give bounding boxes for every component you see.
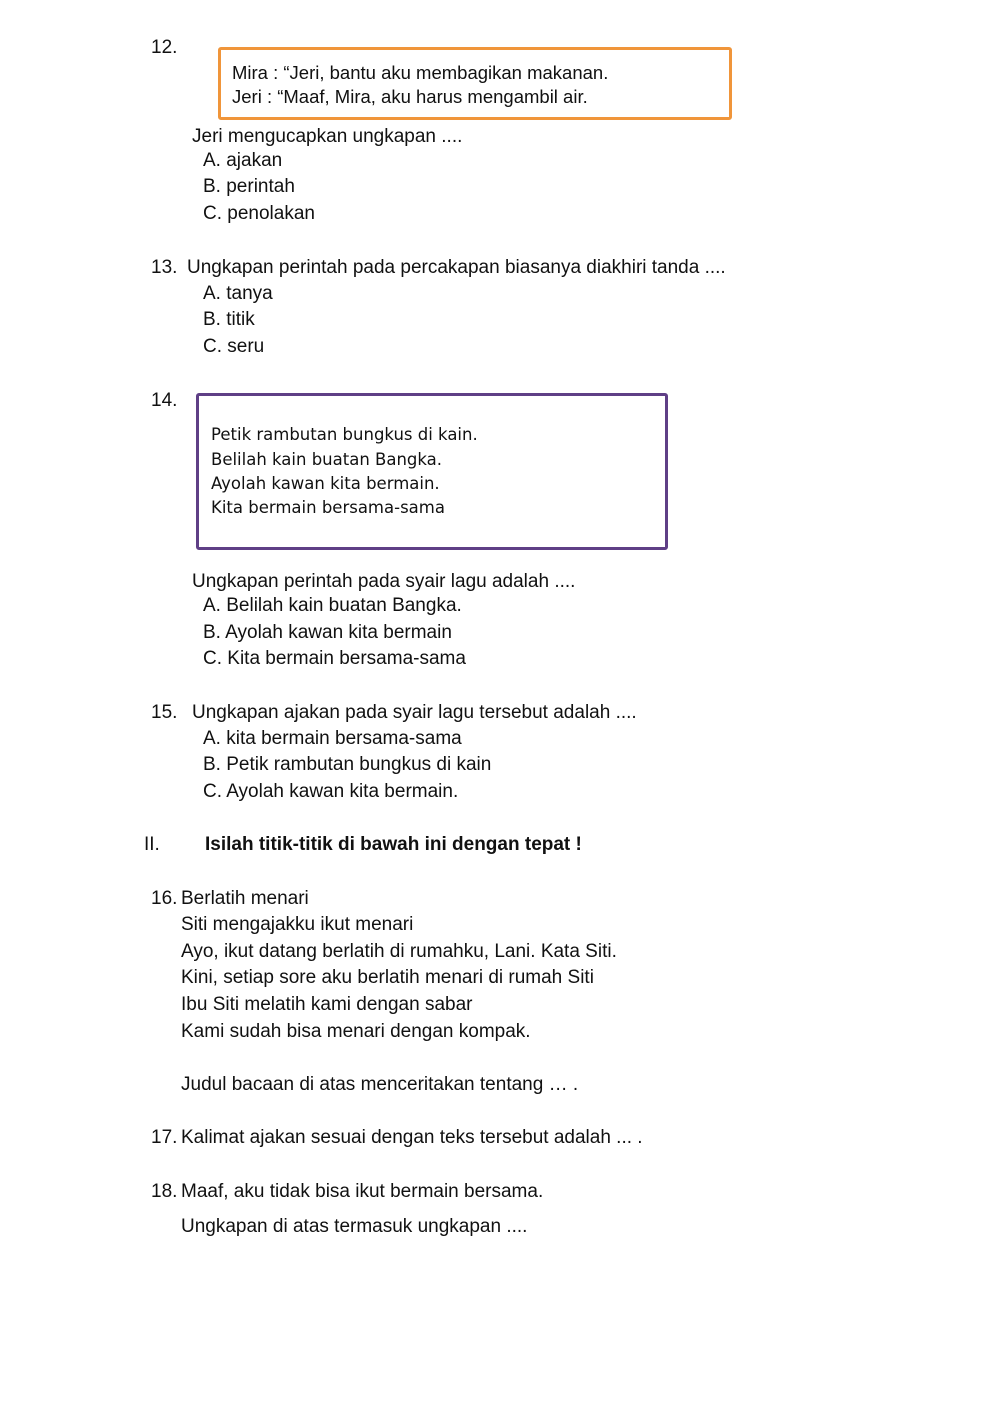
story-line: Kami sudah bisa menari dengan kompak. (181, 1021, 531, 1042)
q13-number: 13. (151, 257, 178, 278)
q15-number: 15. (151, 702, 178, 723)
q14-question: Ungkapan perintah pada syair lagu adalah .... (192, 571, 576, 592)
q15-question: Ungkapan ajakan pada syair lagu tersebut adalah .... (192, 702, 637, 723)
q14-option-b: B. Ayolah kawan kita bermain (203, 622, 452, 643)
lyric-line: Belilah kain buatan Bangka. (211, 450, 443, 469)
section-instruction: Isilah titik-titik di bawah ini dengan tepat ! (205, 834, 582, 855)
lyric-line: Kita bermain bersama-sama (211, 498, 445, 517)
q15-option-c: C. Ayolah kawan kita bermain. (203, 781, 459, 802)
story-line: Ibu Siti melatih kami dengan sabar (181, 994, 473, 1015)
q18-number: 18. (151, 1181, 178, 1202)
q17-question: Kalimat ajakan sesuai dengan teks tersebut adalah ... . (181, 1127, 643, 1148)
q18-sentence: Maaf, aku tidak bisa ikut bermain bersama. (181, 1181, 544, 1202)
lyric-line: Petik rambutan bungkus di kain. (211, 425, 478, 444)
q15-option-b: B. Petik rambutan bungkus di kain (203, 754, 492, 775)
q12-number: 12. (151, 37, 178, 58)
q12-option-c: C. penolakan (203, 203, 315, 224)
lyric-line: Ayolah kawan kita bermain. (211, 474, 440, 493)
q14-number: 14. (151, 390, 178, 411)
story-line: Ayo, ikut datang berlatih di rumahku, Lani. Kata Siti. (181, 941, 617, 962)
section-numeral: II. (144, 834, 160, 855)
q13-option-b: B. titik (203, 309, 255, 330)
q14-option-a: A. Belilah kain buatan Bangka. (203, 595, 462, 616)
q18-question: Ungkapan di atas termasuk ungkapan .... (181, 1216, 528, 1237)
story-line: Kini, setiap sore aku berlatih menari di rumah Siti (181, 967, 594, 988)
q17-number: 17. (151, 1127, 178, 1148)
q12-option-a: A. ajakan (203, 150, 283, 171)
q15-option-a: A. kita bermain bersama-sama (203, 728, 462, 749)
q12-option-b: B. perintah (203, 176, 295, 197)
q16-question: Judul bacaan di atas menceritakan tentang … . (181, 1074, 579, 1095)
q16-title: Berlatih menari (181, 888, 309, 909)
dialog-line: Mira : “Jeri, bantu aku membagikan makanan. (232, 62, 609, 83)
q14-option-c: C. Kita bermain bersama-sama (203, 648, 466, 669)
story-line: Siti mengajakku ikut menari (181, 914, 414, 935)
lyrics-box (196, 393, 668, 550)
q13-option-a: A. tanya (203, 283, 273, 304)
q13-option-c: C. seru (203, 336, 265, 357)
q16-number: 16. (151, 888, 178, 909)
dialog-line: Jeri : “Maaf, Mira, aku harus mengambil air. (232, 86, 588, 107)
q13-question: Ungkapan perintah pada percakapan biasanya diakhiri tanda .... (187, 257, 726, 278)
q12-question: Jeri mengucapkan ungkapan .... (192, 126, 463, 147)
